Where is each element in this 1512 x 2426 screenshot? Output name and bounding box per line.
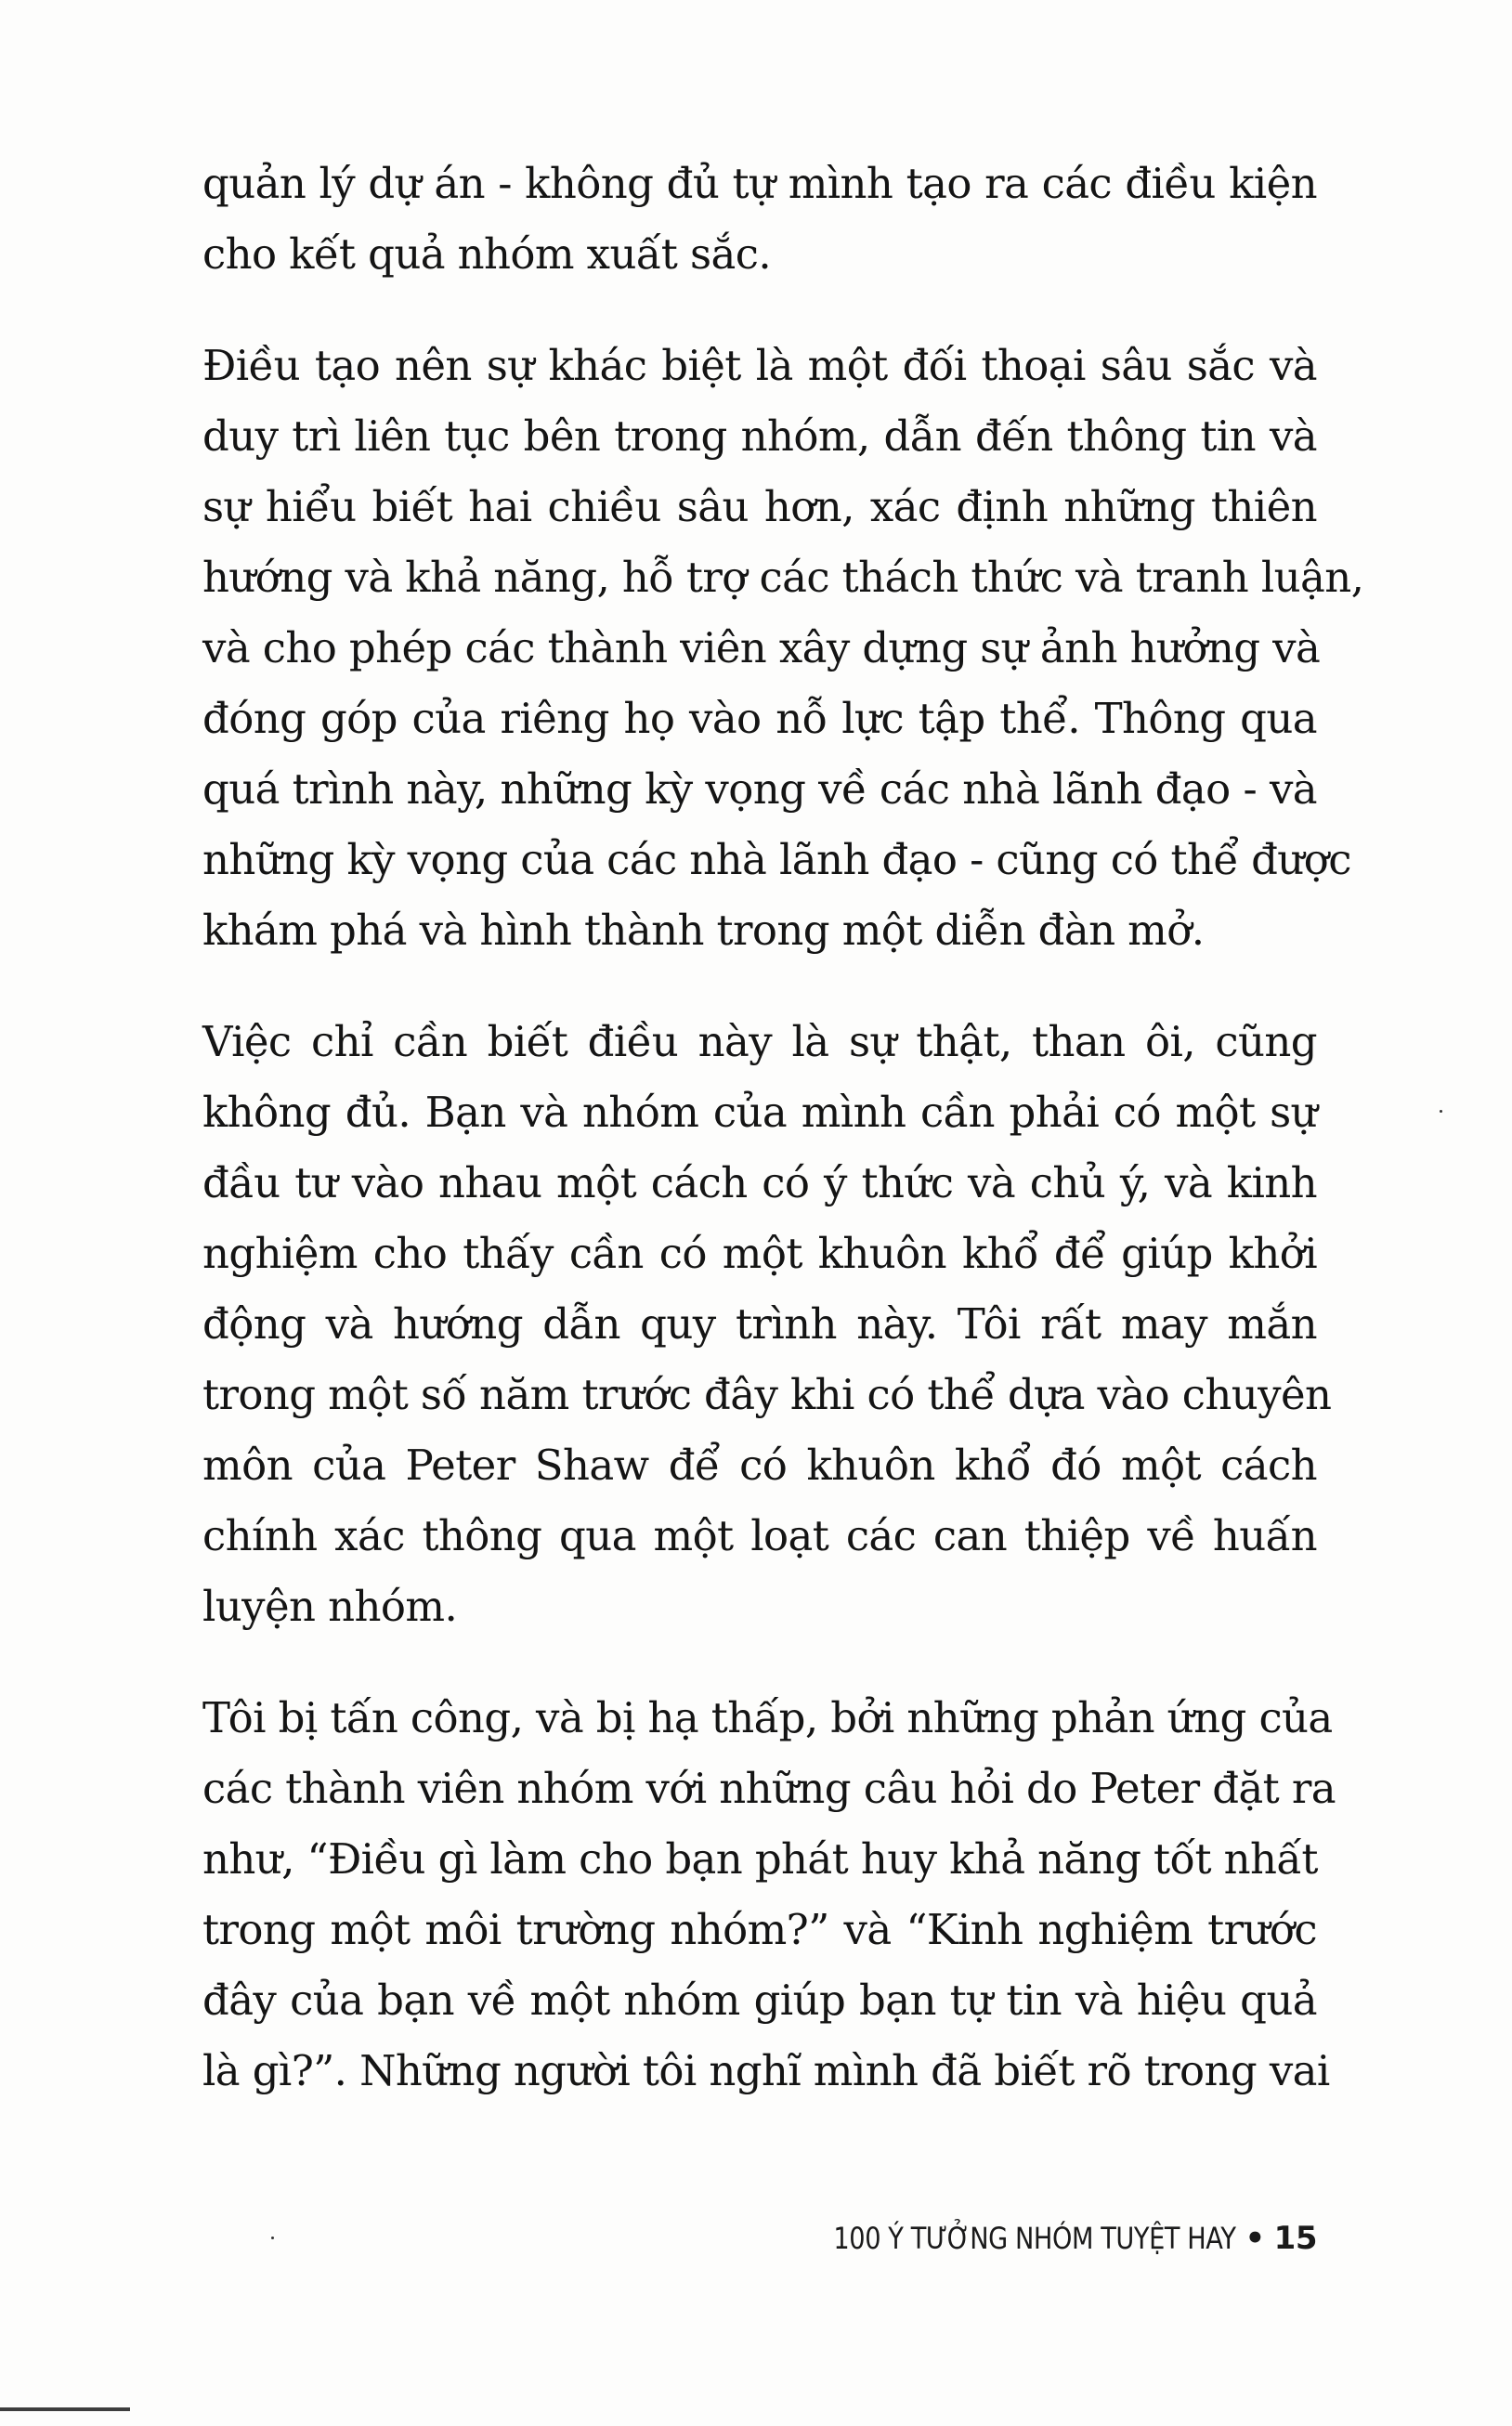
text-line: nghiệm cho thấy cần có một khuôn khổ để giúp khởi [202,1229,1317,1278]
text-line: các thành viên nhóm với những câu hỏi do Peter đặt ra [202,1764,1336,1813]
text-line: đầu tư vào nhau một cách có ý thức và chủ ý, và kinh [202,1158,1317,1207]
running-title: 100 Ý TƯỞNG NHÓM TUYỆT HAY [833,2221,1236,2256]
text-line: quá trình này, những kỳ vọng về các nhà lãnh đạo - và [202,764,1317,814]
paragraph-1 [202,149,1317,290]
scan-speck [271,2237,274,2239]
body-text [202,149,1364,2147]
bullet-separator-icon: • [1245,2220,1265,2257]
text-line: luyện nhóm. [202,1582,458,1631]
text-line: Tôi bị tấn công, và bị hạ thấp, bởi những phản ứng của [202,1693,1333,1742]
page-footer [763,2220,1317,2257]
text-line: là gì?”. Những người tôi nghĩ mình đã biết rõ trong vai [202,2046,1330,2095]
text-line: đây của bạn về một nhóm giúp bạn tự tin và hiệu quả [202,1976,1317,2025]
text-line: môn của Peter Shaw để có khuôn khổ đó một cách [202,1441,1317,1490]
text-line: hướng và khả năng, hỗ trợ các thách thức và tranh luận, [202,553,1364,602]
text-line: không đủ. Bạn và nhóm của mình cần phải có một sự [202,1088,1317,1137]
text-line: khám phá và hình thành trong một diễn đàn mở. [202,906,1205,955]
text-line: trong một môi trường nhóm?” và “Kinh nghiệm trước [202,1905,1317,1954]
page-number: 15 [1273,2220,1317,2257]
text-line: quản lý dự án - không đủ tự mình tạo ra các điều kiện [202,159,1317,208]
text-line: sự hiểu biết hai chiều sâu hơn, xác định những thiên [202,482,1317,531]
text-line: cho kết quả nhóm xuất sắc. [202,229,772,279]
text-line: Điều tạo nên sự khác biệt là một đối thoại sâu sắc và [202,341,1317,390]
text-line: những kỳ vọng của các nhà lãnh đạo - cũng có thể được [202,835,1351,884]
scan-edge-mark [0,2407,130,2411]
scan-speck [1440,1110,1442,1113]
text-line: duy trì liên tục bên trong nhóm, dẫn đến thông tin và [202,411,1317,461]
paragraph-3 [202,1007,1332,1642]
text-line: và cho phép các thành viên xây dựng sự ảnh hưởng và [202,623,1321,672]
paragraph-4 [202,1683,1336,2106]
text-line: Việc chỉ cần biết điều này là sự thật, than ôi, cũng [202,1017,1317,1066]
text-line: chính xác thông qua một loạt các can thiệp về huấn [202,1511,1317,1560]
text-line: trong một số năm trước đây khi có thể dựa vào chuyên [202,1370,1332,1419]
text-line: như, “Điều gì làm cho bạn phát huy khả năng tốt nhất [202,1834,1318,1884]
text-line: động và hướng dẫn quy trình này. Tôi rất may mắn [202,1299,1317,1349]
text-line: đóng góp của riêng họ vào nỗ lực tập thể. Thông qua [202,694,1317,743]
paragraph-2 [202,331,1364,966]
